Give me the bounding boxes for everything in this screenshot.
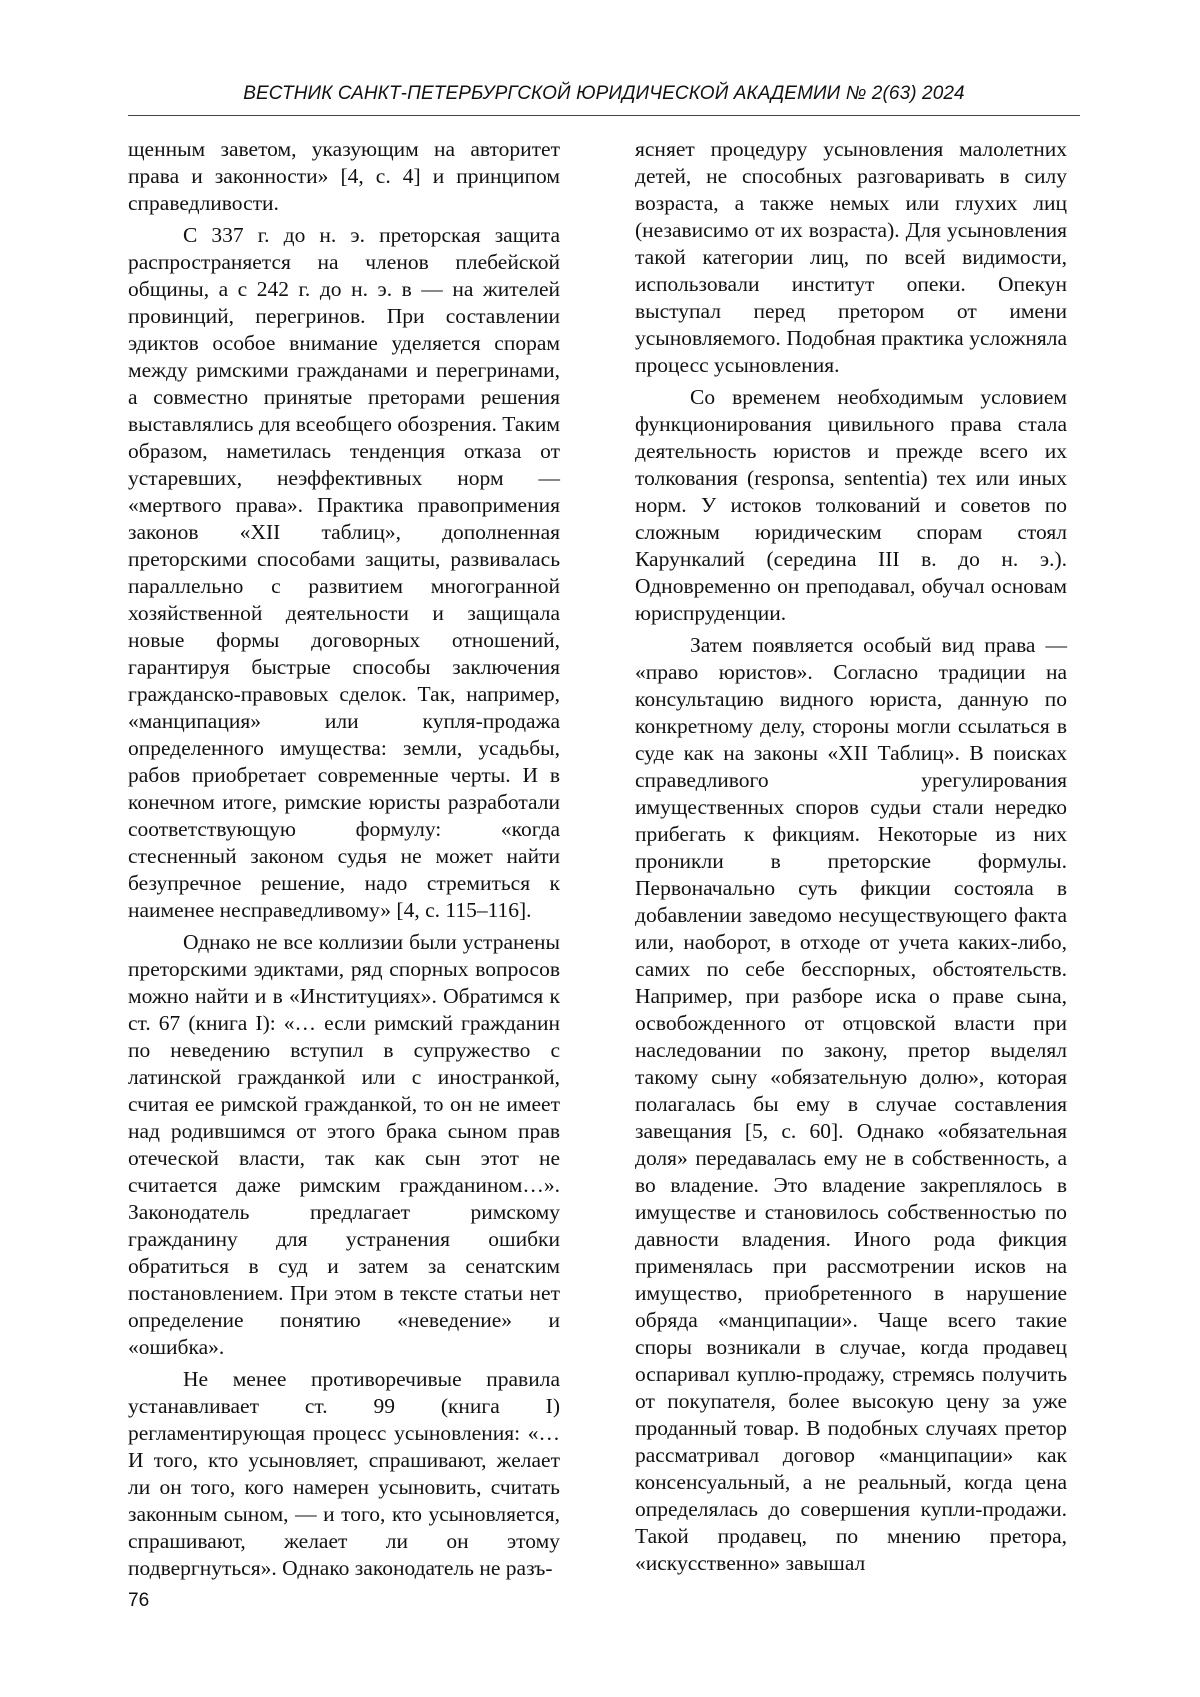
left-text-column [128, 136, 560, 1582]
right-paragraph-3: Затем появляется особый вид права — «право юристов». Согласно традиции на консультацию видного юриста, данную по конкретному делу, стороны могли ссылаться в суде как на законы «XII Таблиц». В поисках справедливого урегулирования имущественных споров судьи стали нередко прибегать к фикциям. Некоторые из них проникли в преторские формулы. Первоначально суть фикции состояла в добавлении заведомо несуществующего факта или, наоборот, в отходе от учета каких-либо, самих по себе бесспорных, обстоятельств. Например, при разборе иска о праве сына, освобожденного от отцовской власти при наследовании по закону, претор выделял такому сыну «обязательную долю», которая полагалась бы ему в случае составления завещания [5, с. 60]. Однако «обязательная доля» передавалась ему не в собственность, а во владение. Это владение закреплялось в имуществе и становилось собственностью по давности владения. Иного рода фикция применялась при рассмотрении исков на имущество, приобретенного в нарушение обряда «манципации». Чаще всего такие споры возникали в случае, когда продавец оспаривал куплю-продажу, стремясь получить от покупателя, более высокую цену за уже проданный товар. В подобных случаях претор рассматривал договор «манципации» как консенсуальный, а не реальный, когда цена определялась до совершения купли-продажи. Такой продавец, по мнению претора, «искусственно» завышал [635, 633, 1067, 1575]
right-text-column [635, 136, 1067, 1577]
journal-running-title: ВЕСТНИК САНКТ-ПЕТЕРБУРГСКОЙ ЮРИДИЧЕСКОЙ АКАДЕМИИ № 2(63) 2024 [243, 83, 965, 104]
right-paragraph-1: ясняет процедуру усыновления малолетних детей, не способных разговаривать в силу возраста, а также немых или глухих лиц (независимо от их возраста). Для усыновления такой категории лиц, по всей видимости, использовали институт опеки. Опекун выступал перед претором от имени усыновляемого. Подобная практика усложняла процесс усыновления. [635, 137, 1067, 377]
header-rule [128, 115, 1080, 116]
left-paragraph-1: щенным заветом, указующим на авторитет права и законности» [4, с. 4] и принципом справедливости. [128, 137, 560, 215]
left-paragraph-4: Не менее противоречивые правила устанавливает ст. 99 (книга I) регламентирующая процесс усыновления: «…И того, кто усыновляет, спрашивают, желает ли он того, кого намерен усыновить, считать законным сыном, — и того, кто усыновляется, спрашивают, желает ли он этому подвергнуться». Однако законодатель не разъ- [128, 1367, 560, 1580]
left-paragraph-2: С 337 г. до н. э. преторская защита распространяется на членов плебейской общины, а с 242 г. до н. э. в — на жителей провинций, перегринов. При составлении эдиктов особое внимание уделяется спорам между римскими гражданами и перегринами, а совместно принятые преторами решения выставлялись для всеобщего обозрения. Таким образом, наметилась тенденция отказа от устаревших, неэффективных норм — «мертвого права». Практика правопримения законов «XII таблиц», дополненная преторскими способами защиты, развивалась параллельно с развитием многогранной хозяйственной деятельности и защищала новые формы договорных отношений, гарантируя быстрые способы заключения гражданско-правовых сделок. Так, например, «манципация» или купля-продажа определенного имущества: земли, усадьбы, рабов приобретает современные черты. И в конечном итоге, римские юристы разработали соответствующую формулу: «когда стесненный законом судья не может найти безупречное решение, надо стремиться к наименее несправедливому» [4, с. 115–116]. [128, 223, 560, 922]
page-number: 76 [128, 1590, 150, 1611]
left-paragraph-3: Однако не все коллизии были устранены преторскими эдиктами, ряд спорных вопросов можно найти и в «Институциях». Обратимся к ст. 67 (книга I): «… если римский гражданин по неведению вступил в супружество с латинской гражданкой или с иностранкой, считая ее римской гражданкой, то он не имеет над родившимся от этого брака сыном прав отеческой власти, так как сын этот не считается даже римским гражданином…». Законодатель предлагает римскому гражданину для устранения ошибки обратиться в суд и затем за сенатским постановлением. При этом в тексте статьи нет определение понятию «неведение» и «ошибка». [128, 930, 560, 1359]
right-paragraph-2: Со временем необходимым условием функционирования цивильного права стала деятельность юристов и прежде всего их толкования (responsa, sententia) тех или иных норм. У истоков толкований и советов по сложным юридическим спорам стоял Карункалий (середина III в. до н. э.). Одновременно он преподавал, обучал основам юриспруденции. [635, 385, 1067, 625]
